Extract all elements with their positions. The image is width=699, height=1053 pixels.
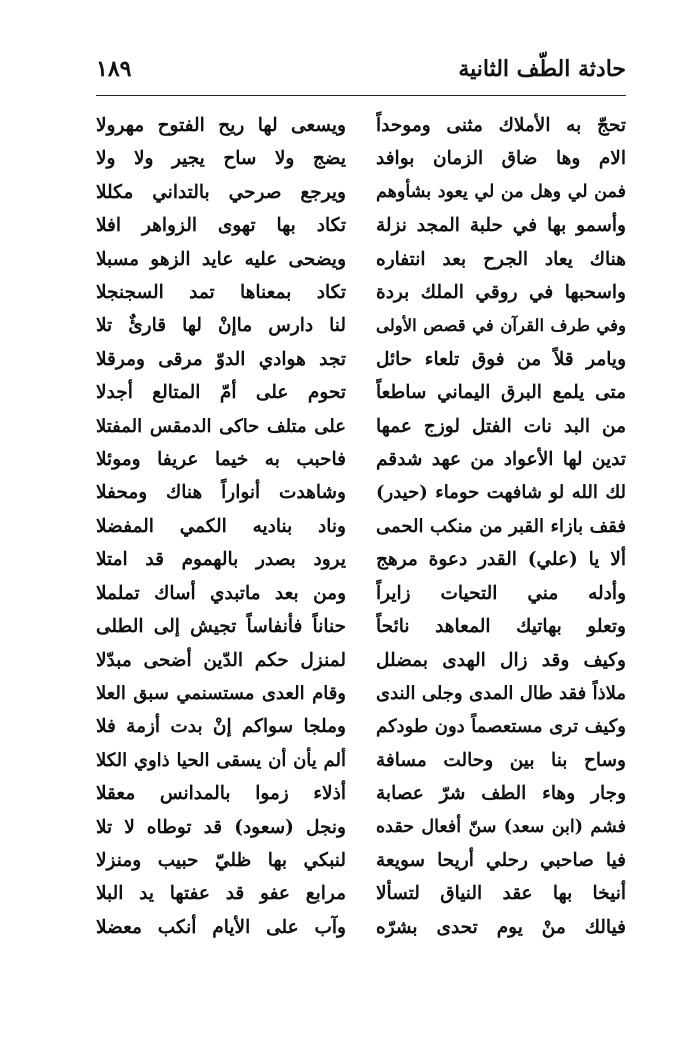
verse-left-9: تحوم على أمّ المتالع أجدلا bbox=[96, 382, 346, 404]
verse-left-10: على متلف حاكى الدمقس المفتلا bbox=[96, 415, 346, 437]
verse-right-2: الام وها ضاق الزمان بوافد bbox=[376, 148, 626, 170]
verse-right-13: فقف بازاء القبر من منكب الحمى bbox=[376, 515, 626, 537]
verse-right-11: تدين لها الأعواد من عهد شدقم bbox=[376, 449, 626, 471]
verse-left-25: وآب على الأيام أنكب معضلا bbox=[96, 916, 346, 938]
verse-right-9: متى يلمع البرق اليماني ساطعاً bbox=[376, 382, 626, 404]
verse-right-16: وتعلو بهاتيك المعاهد نائحاً bbox=[376, 616, 626, 638]
verse-right-5: هناك يعاد الجرح بعد انتفاره bbox=[376, 248, 626, 270]
verse-left-23: لنبكي بها ظليّ حبيب ومنزلا bbox=[96, 849, 346, 871]
header-rule bbox=[96, 95, 626, 96]
verse-left-21: أذلاء زموا بالمدانس معقلا bbox=[96, 783, 346, 805]
right-column bbox=[376, 109, 626, 944]
verse-left-4: تكاد بها تهوى الزواهر افلا bbox=[96, 215, 346, 237]
verse-left-2: يضج ولا ساح يجير ولا ولا bbox=[96, 148, 346, 170]
poem-body bbox=[96, 109, 626, 944]
verse-left-3: ويرجع صرحي بالتداني مكللا bbox=[96, 181, 346, 203]
verse-left-14: يرود بصدر بالهموم قد امتلا bbox=[96, 549, 346, 571]
verse-right-6: واسحبها في روقي الملك بردة bbox=[376, 282, 626, 304]
verse-left-17: لمنزل حكم الدّين أضحى مبدّلا bbox=[96, 649, 346, 671]
verse-right-15: وأدله مني التحيات زايراً bbox=[376, 582, 626, 604]
verse-left-22: ونجل (سعود) قد توطاه لا تلا bbox=[96, 816, 346, 838]
verse-right-1: تحجّ به الأملاك مثنى وموحداً bbox=[376, 115, 626, 136]
verse-right-17: وكيف وقد زال الهدى بمضلل bbox=[376, 649, 626, 671]
verse-right-10: من البد نات الفتل لوزج عمها bbox=[376, 415, 626, 437]
verse-right-25: فيالك منْ يوم تحدى بشرّه bbox=[376, 916, 626, 938]
verse-left-12: وشاهدت أنواراً هناك ومحفلا bbox=[96, 482, 346, 504]
verse-left-24: مرابع عفو قد عفتها يد البلا bbox=[96, 883, 346, 905]
verse-left-16: حناناً فأنفاساً تجيش إلى الطلى bbox=[96, 616, 346, 638]
verse-left-6: تكاد بمعناها تمد السجنجلا bbox=[96, 282, 346, 304]
verse-right-14: ألا يا (علي) القدر دعوة مرهج bbox=[376, 549, 626, 571]
page-header bbox=[96, 54, 626, 94]
verse-right-12: لك الله لو شافهت حوماء (حيدر) bbox=[376, 482, 626, 504]
verse-right-22: فشم (ابن سعد) سنّ أفعال حقده bbox=[376, 816, 626, 837]
verse-left-19: وملجا سواكم إنْ بدت أزمة فلا bbox=[96, 716, 346, 738]
verse-right-20: وساح بنا بين وحالت مسافة bbox=[376, 749, 626, 771]
verse-right-24: أنيخا بها عقد النياق لتسألا bbox=[376, 883, 626, 905]
verse-left-13: وناد بناديه الكمي المفضلا bbox=[96, 515, 346, 537]
verse-right-23: فيا صاحبي رحلي أريحا سويعة bbox=[376, 849, 626, 871]
verse-left-18: وقام العدى مستسنمي سبق العلا bbox=[96, 682, 346, 704]
verse-right-4: وأسمو بها في حلبة المجد نزلة bbox=[376, 215, 626, 237]
left-column bbox=[96, 109, 346, 944]
page-number: ١٨٩ bbox=[96, 56, 132, 82]
verse-left-1: ويسعى لها ريح الفتوح مهرولا bbox=[96, 115, 346, 136]
verse-left-11: فاحبب به خيما عريفا وموئلا bbox=[96, 449, 346, 471]
verse-right-19: وكيف ترى مستعصماً دون طودكم bbox=[376, 716, 626, 738]
verse-left-20: ألم يأن أن يسقى الحيا ذاوي الكلا bbox=[96, 749, 346, 771]
verse-right-18: ملاذاً فقد طال المدى وجلى الندى bbox=[376, 682, 626, 704]
verse-left-7: لنا دارس ماإنْ لها قارئٌ تلا bbox=[96, 315, 346, 337]
verse-right-21: وجار وهاء الطف شرّ عصابة bbox=[376, 783, 626, 805]
verse-right-8: ويامر قلاً من فوق تلعاء حائل bbox=[376, 348, 626, 370]
verse-left-5: ويضحى عليه عايد الزهو مسبلا bbox=[96, 248, 346, 270]
verse-left-8: تجد هوادي الدوّ مرقى ومرقلا bbox=[96, 348, 346, 370]
verse-right-3: فمن لي وهل من لي يعود بشأوهم bbox=[376, 181, 626, 202]
verse-right-7: وفي طرف القرآن في قصص الأولى bbox=[376, 316, 626, 336]
running-title: حادثة الطّف الثانية bbox=[458, 56, 626, 82]
verse-left-15: ومن بعد ماتبدي أساك تململا bbox=[96, 582, 346, 604]
